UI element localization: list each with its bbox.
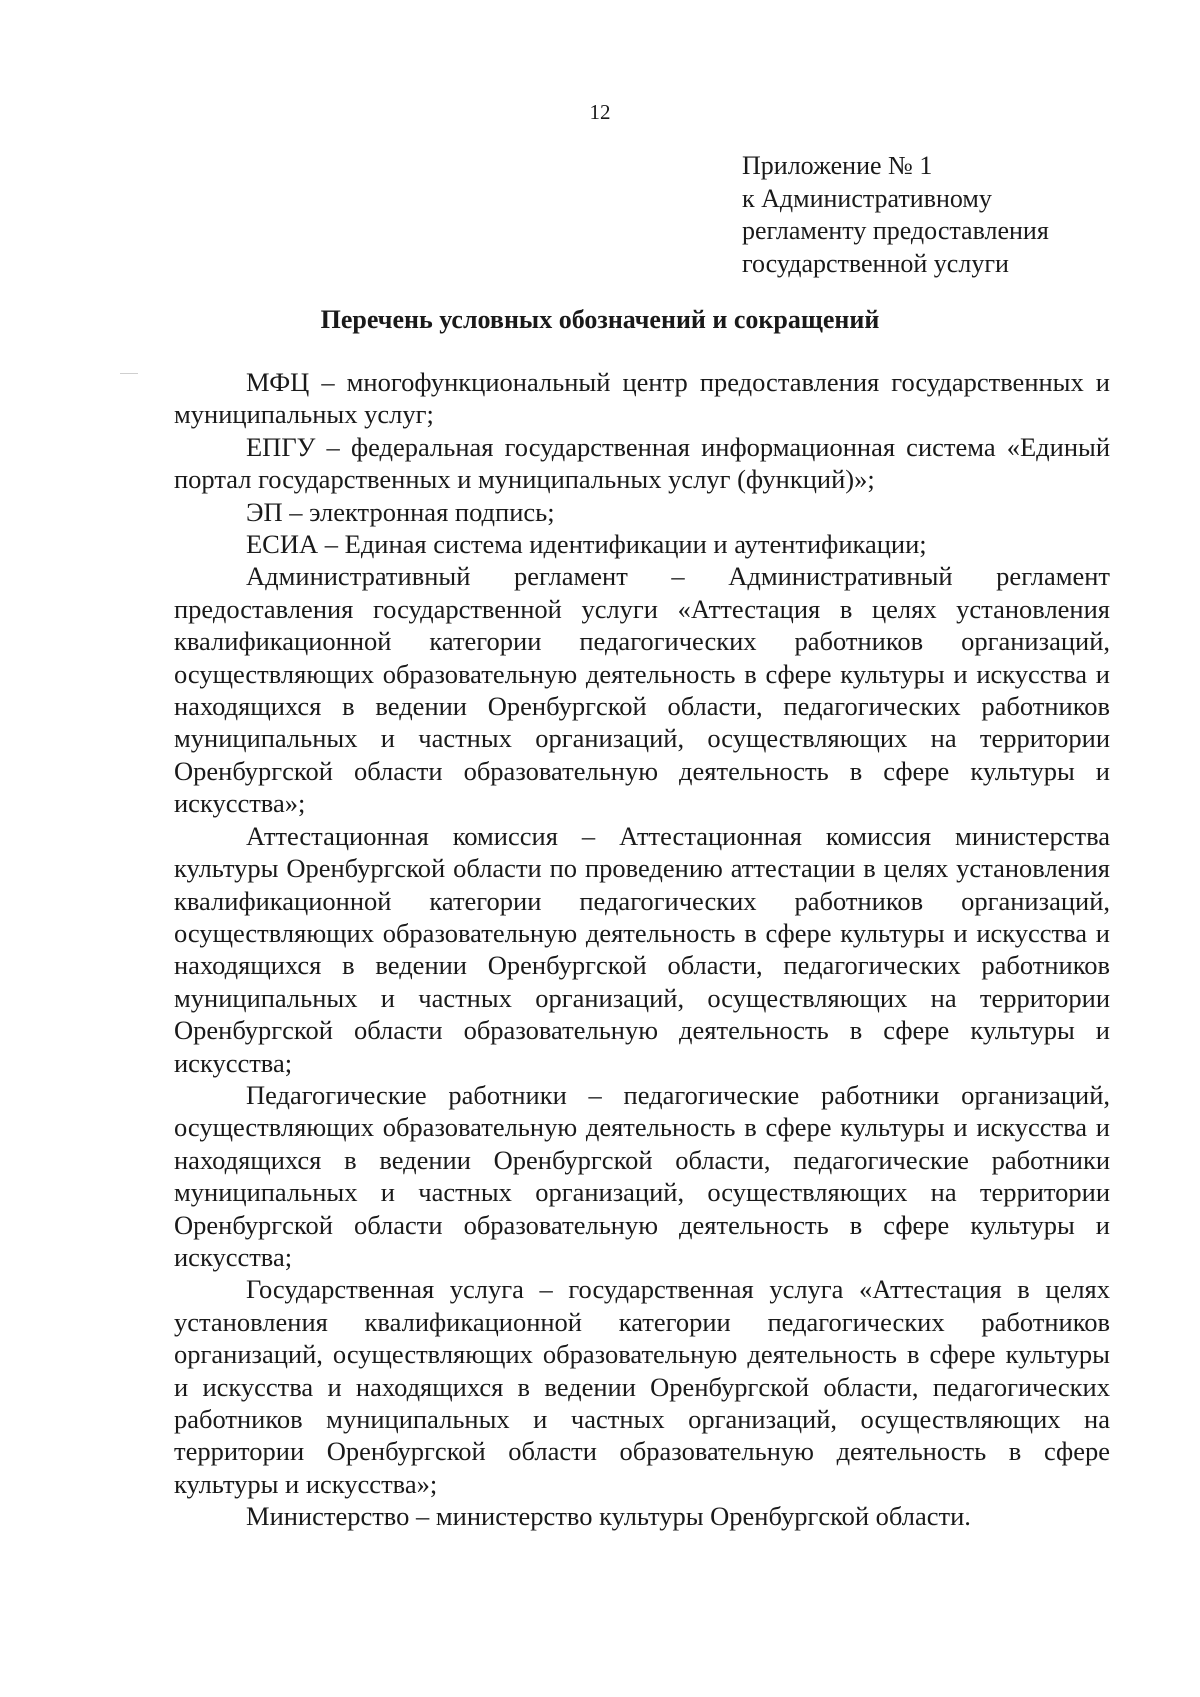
definition-paragraph: Государственная услуга – государственная услуга «Аттестация в целях установления квалификационной категории педагогических работников организаций, осуществляющих образовательную деятельность в сфере культуры и искусства и находящихся в ведении Оренбургской области, педагогических работников муниципальных и частных организаций, осуществляющих на территории Оренбургской области образовательную деятельность в сфере культуры и искусства»; (174, 1274, 1110, 1499)
page-number: 12 (589, 100, 611, 124)
definition-paragraph: МФЦ – многофункциональный центр предоставления государственных и муниципальных услуг; (174, 367, 1110, 430)
definition-paragraph: Министерство – министерство культуры Оренбургской области. (246, 1501, 971, 1532)
definitions-list (174, 366, 1110, 1533)
appendix-line: государственной услуги (742, 248, 1009, 278)
definition-paragraph: ЕПГУ – федеральная государственная информационная система «Единый портал государственных и муниципальных услуг (функций)»; (174, 431, 1110, 495)
scan-margin-mark (120, 373, 138, 374)
definition-paragraph: ЭП – электронная подпись; (246, 496, 555, 527)
appendix-line: Приложение № 1 (742, 151, 933, 180)
document-title: Перечень условных обозначений и сокращений (320, 305, 880, 334)
definition-paragraph: Педагогические работники – педагогические работники организаций, осуществляющих образовательную деятельность в сфере культуры и искусства и находящихся в ведении Оренбургской области, педагогические работники муниципальных и частных организаций, осуществляющих на территории Оренбургской области образовательную деятельность в сфере культуры и искусства; (174, 1079, 1110, 1272)
definition-paragraph: ЕСИА – Единая система идентификации и аутентификации; (246, 529, 927, 560)
appendix-header (742, 150, 1142, 280)
appendix-line: регламенту предоставления (742, 216, 1049, 245)
definition-paragraph: Аттестационная комиссия – Аттестационная комиссия министерства культуры Оренбургской области по проведению аттестации в целях установления квалификационной категории педагогических работников организаций, осуществляющих образовательную деятельность в сфере культуры и искусства и находящихся в ведении Оренбургской области, педагогических работников муниципальных и частных организаций, осуществляющих на территории Оренбургской области образовательную деятельность в сфере культуры и искусства; (174, 820, 1110, 1078)
definition-paragraph: Административный регламент – Административный регламент предоставления государственной услуги «Аттестация в целях установления квалификационной категории педагогических работников организаций, осуществляющих образовательную деятельность в сфере культуры и искусства и находящихся в ведении Оренбургской области, педагогических работников муниципальных и частных организаций, осуществляющих на территории Оренбургской области образовательную деятельность в сфере культуры и искусства»; (174, 561, 1110, 819)
appendix-line: к Административному (742, 183, 992, 213)
